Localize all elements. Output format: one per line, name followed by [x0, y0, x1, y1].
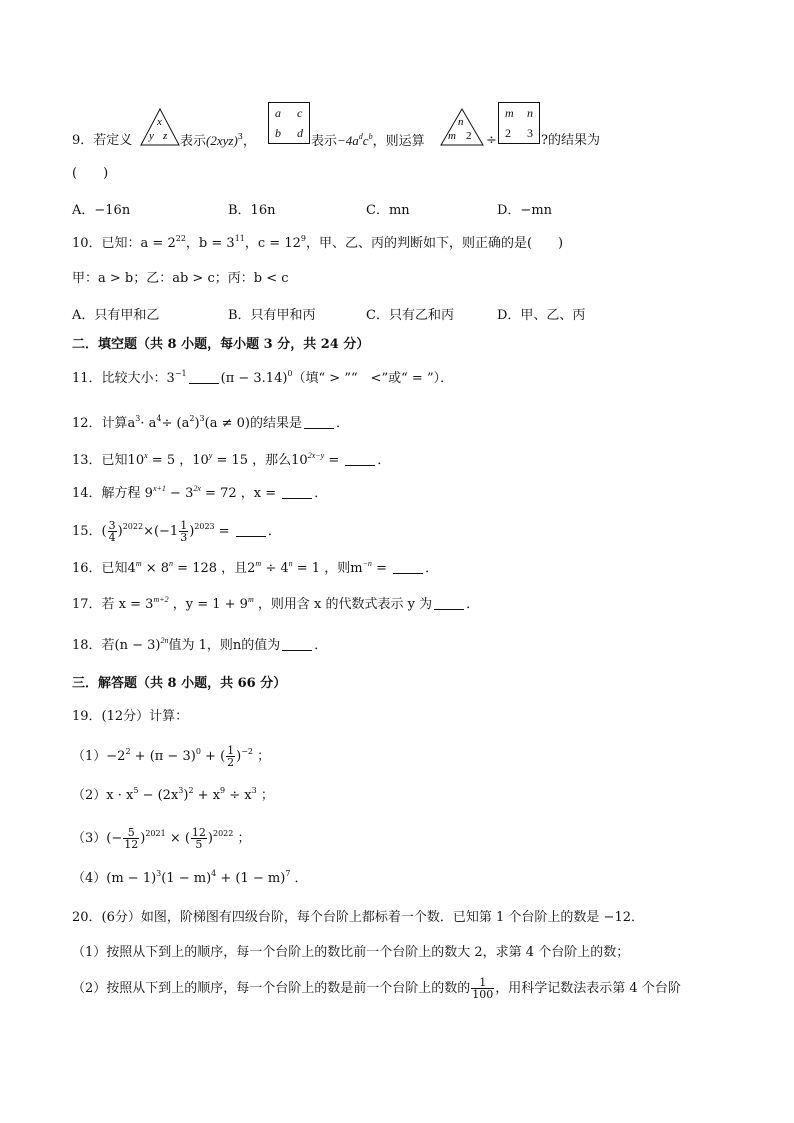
tri1-top: x: [157, 116, 162, 128]
q17-blank[interactable]: [434, 597, 464, 610]
q11: 11．比较大小：$3^{-1}$ $(\pi - 3.14)^0$（填“ > ”“ <”或“ = ”）．: [72, 369, 454, 386]
q16: 16．已知$4^m \times 8^n = 128$ ，且$2^m \div 4^n = 1$ ，则$m^{-n}$ = ．: [72, 559, 439, 576]
q10-option-b: B．只有甲和丙: [228, 308, 316, 323]
tri2-top: n: [458, 116, 464, 128]
q13: 13．已知$10^x = 5$ ，$10^y = 15$ ，那么$10^{2x-y}$ = ．: [72, 451, 391, 468]
q15-blank[interactable]: [236, 524, 266, 537]
q10-option-a: A．只有甲和乙: [72, 308, 160, 323]
q9-option-b: B．16n: [228, 203, 276, 218]
q9-result: ?的结果为: [541, 133, 600, 148]
box-figure-2: m n 2 3: [498, 102, 540, 144]
q11-blank[interactable]: [189, 371, 219, 384]
q14: 14．解方程 $9^{x+1} - 3^{2x} = 72$ ，x = ．: [72, 484, 328, 501]
tri2-right: 2: [466, 130, 472, 142]
q9-line: [72, 132, 132, 150]
triangle-figure-1: [140, 108, 180, 146]
q19-part-1: $(1)-2^2 + (\pi - 3)^0$ + ( $\frac{1}{2}$ )$^{-2}$ ；: [72, 744, 271, 769]
q19-part-4: $(4)(m - 1)^3(1 - m)^4 + (1 - m)^7$ ．: [72, 869, 308, 886]
q18: 18．若$(n - 3)^{2n}$值为 1，则n的值为 ．: [72, 636, 328, 653]
q10-judges: 甲：a > b；乙：ab > c；丙：b < c: [72, 271, 289, 286]
triangle-figure-2: [440, 108, 484, 146]
q20-stem: 20．(6分）如图，阶梯图有四级台阶，每个台阶上都标着一个数．已知第 1 个台阶上的数是 −12．: [72, 910, 644, 925]
section-2-heading: 二．填空题（共 8 小题，每小题 3 分，共 24 分）: [72, 337, 370, 352]
q12-blank[interactable]: [304, 416, 334, 429]
q9-number: 9．若定义: [72, 133, 133, 148]
tri2-left: m: [448, 130, 456, 142]
q9-divide: ÷: [486, 133, 497, 148]
q9-option-d: D．−mn: [497, 203, 553, 218]
q16-blank[interactable]: [393, 561, 423, 574]
q9-def1: 表示$(2xyz)^3$，: [180, 132, 256, 149]
q9-option-c: C．mn: [366, 203, 410, 218]
q10-option-d: D．甲、乙、丙: [497, 308, 586, 323]
q13-blank[interactable]: [345, 453, 375, 466]
q19-stem: 19．(12分）计算：: [72, 709, 189, 724]
q20-part-1: （1）按照从下到上的顺序，每一个台阶上的数比前一个台阶上的数大 2，求第 4 个台阶上的数；: [72, 945, 630, 960]
tri1-left: y: [149, 130, 154, 142]
q9-option-a: A．−16n: [72, 203, 131, 218]
section-3-heading: 三．解答题（共 8 小题，共 66 分）: [72, 676, 287, 691]
q19-part-2: $(2)x \cdot x^5 - (2x^3)^2 + x^9 \div x^3$ ；: [72, 786, 274, 803]
q15: 15．( $\frac{3}{4}$ )$^{2022}$×(−1 $\frac{1}{3}$ )$^{2023}$ = ．: [72, 519, 281, 544]
q10-stem: 10．已知：$a = 2^{22}$，$b = 3^{11}$，$c = 12^9$，甲、乙、丙的判断如下，则正确的是( ): [72, 234, 564, 251]
q12: 12．计算$a^3\cdot a^4\div (a^2)^3(a \ne 0)$的结果是 ．: [72, 414, 349, 431]
q14-blank[interactable]: [282, 486, 312, 499]
box-figure-1: a c b d: [268, 102, 310, 144]
q9-def2: 表示$-4a^dc^b$，则运算: [311, 132, 425, 149]
q19-part-3: （3）(− $\frac{5}{12}$ )$^{2021}$ × ( $\frac{12}{5}$ )$^{2022}$ ；: [72, 826, 251, 851]
tri1-right: z: [163, 130, 168, 142]
q10-option-c: C．只有乙和丙: [366, 308, 454, 323]
q17: 17．若 $x = 3^{m+2}$ ，$y = 1 + 9^m$ ，则用含 x 的代数式表示 y 为 ．: [72, 595, 480, 612]
q18-blank[interactable]: [282, 638, 312, 651]
q20-part-2: （2）按照从下到上的顺序，每一个台阶上的数是前一个台阶上的数的 $\frac{1}{100}$ ，用科学记数法表示第 4 个台阶: [72, 976, 681, 1001]
q9-paren: ( ): [72, 166, 109, 181]
